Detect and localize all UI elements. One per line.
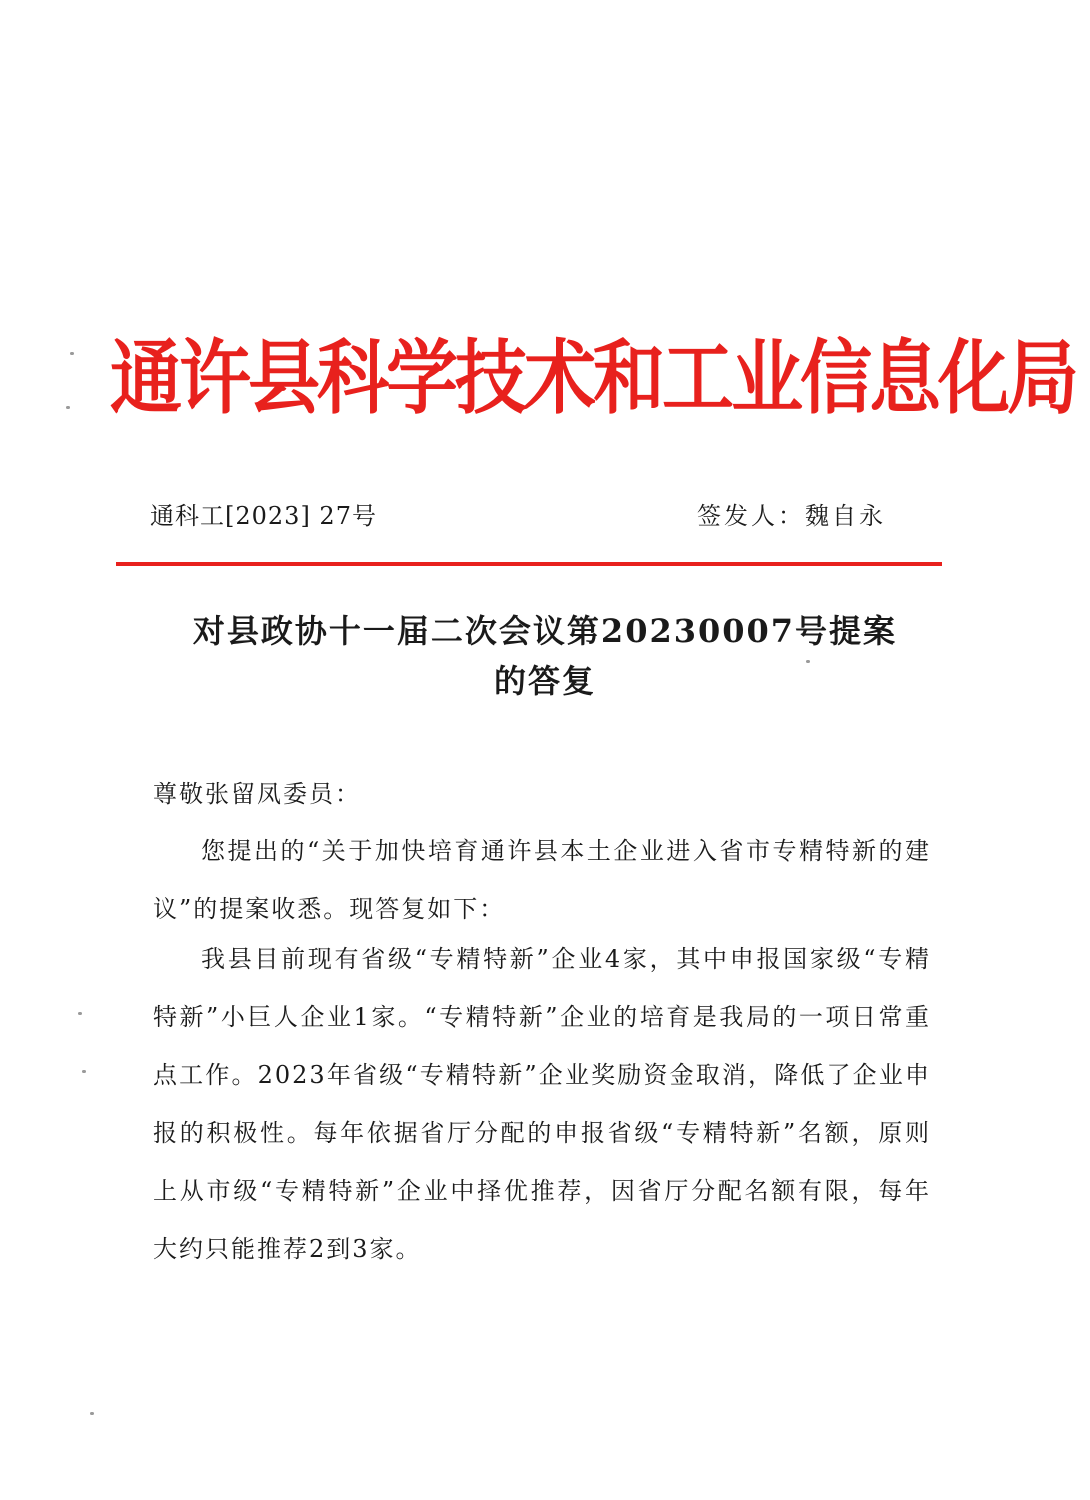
document-title	[130, 606, 960, 706]
letterhead-agency-name: 通许县科学技术和工业信息化局	[110, 330, 1077, 426]
document-title-line-1: 对县政协十一届二次会议第20230007号提案	[192, 612, 898, 650]
scan-speck	[66, 406, 70, 409]
scan-speck	[70, 352, 74, 355]
letter-paragraph: 您提出的“关于加快培育通许县本土企业进入省市专精特新的建议”的提案收悉。现答复如下：	[153, 837, 931, 923]
document-title-line-2: 的答复	[493, 662, 596, 700]
red-divider-line	[116, 562, 942, 566]
scan-speck	[806, 660, 810, 663]
letter-salutation: 尊敬张留凤委员：	[153, 780, 361, 808]
document-number: 通科工[2023] 27号	[150, 502, 377, 530]
scan-speck	[78, 1012, 82, 1015]
letter-paragraph: 我县目前现有省级“专精特新”企业4家，其中申报国家级“专精特新”小巨人企业1家。“专精特新”企业的培育是我局的一项日常重点工作。2023年省级“专精特新”企业奖励资金取消，降低了企业申报的积极性。每年依据省厅分配的申报省级“专精特新”名额，原则上从市级“专精特新”企业中择优推荐，因省厅分配名额有限，每年大约只能推荐2到3家。	[153, 945, 931, 1263]
scan-speck	[90, 1412, 94, 1415]
scan-speck	[82, 1070, 86, 1073]
document-signer: 签发人：魏自永	[697, 502, 886, 530]
